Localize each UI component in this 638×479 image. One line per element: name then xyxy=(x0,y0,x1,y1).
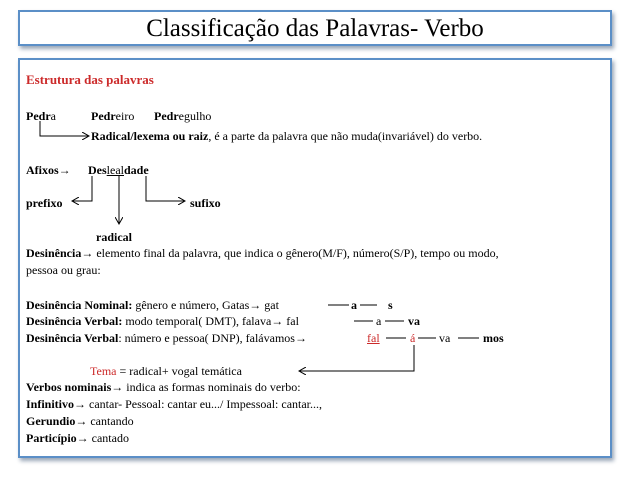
desinencia-verbal-dnp: Desinência Verbal: número e pessoa( DNP), falávamos→ xyxy=(26,331,307,345)
verbal2-a-accent: á xyxy=(410,331,416,345)
desinencia-line1: Desinência→ elemento final da palavra, que indica o gênero(M/F), número(S/P), tempo ou modo, xyxy=(26,246,499,260)
infinitivo: Infinitivo→ cantar- Pessoal: cantar eu.../ Impessoal: cantar..., xyxy=(26,397,323,411)
radical-definition: Radical/lexema ou raiz, é a parte da palavra que não muda(invariável) do verbo. xyxy=(91,129,483,143)
word-pedra: Pedra xyxy=(26,109,56,123)
section-title: Estrutura das palavras xyxy=(26,72,154,87)
slide-title: Classificação das Palavras- Verbo xyxy=(146,14,484,42)
word-pedregulho: Pedregulho xyxy=(154,109,212,123)
verbal1-va: va xyxy=(408,314,420,328)
nominal-s: s xyxy=(388,298,393,312)
gerundio: Gerundio→ cantando xyxy=(26,414,134,428)
afixos-label: Afixos→ xyxy=(26,163,71,177)
desinencia-verbal-dmt: Desinência Verbal: modo temporal( DMT), falava→ fal xyxy=(26,314,299,328)
tema-line: Tema = radical+ vogal temática xyxy=(90,364,242,378)
nominal-a: a xyxy=(351,298,357,312)
desinencia-line2: pessoa ou grau: xyxy=(26,263,101,277)
word-pedreiro: Pedreiro xyxy=(91,109,135,123)
slide-title-box xyxy=(18,10,612,46)
sufixo-label: sufixo xyxy=(190,196,221,210)
radical-label: radical xyxy=(96,230,132,244)
verbos-nominais: Verbos nominais→ indica as formas nominais do verbo: xyxy=(26,380,301,394)
verbal2-va: va xyxy=(439,331,451,345)
verbal2-mos: mos xyxy=(483,331,504,345)
verbal1-a: a xyxy=(376,314,382,328)
prefixo-label: prefixo xyxy=(26,196,63,210)
participio: Particípio→ cantado xyxy=(26,431,129,445)
desinencia-nominal: Desinência Nominal: gênero e número, Gatas→ gat xyxy=(26,298,279,312)
afixos-word: Deslealdade xyxy=(88,163,149,177)
verbal2-fal: fal xyxy=(367,331,380,345)
